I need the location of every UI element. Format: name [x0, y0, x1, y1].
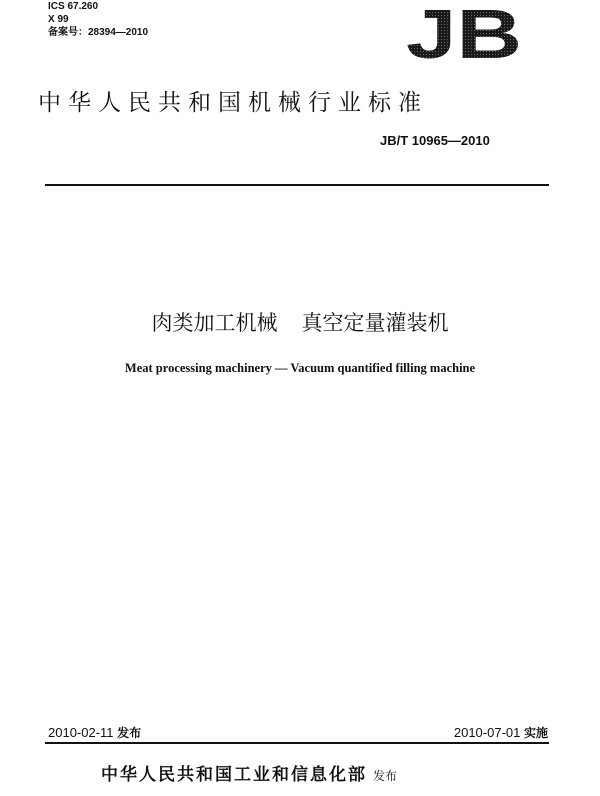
effective-date-label: 实施 [523, 726, 548, 740]
ics-code: ICS 67.260 [48, 1, 99, 12]
filing-number: 备案号：28394—2010 [48, 27, 149, 38]
effective-date-value: 2010-07-01 [453, 725, 521, 740]
issue-date-label: 发布 [117, 726, 142, 740]
title-chinese-part1: 肉类加工机械 [151, 311, 278, 335]
title-english: Meat processing machinery — Vacuum quantified filling machine [124, 361, 476, 375]
jb-logo-text: JB [406, 2, 522, 62]
issuer-name: 中华人民共和国工业和信息化部 [101, 765, 367, 785]
standard-category: 中华人民共和国机械行业标准 [38, 90, 428, 116]
top-divider [45, 184, 549, 186]
title-chinese [0, 307, 600, 337]
cover-meta [48, 0, 148, 39]
title-chinese-part2: 真空定量灌装机 [301, 311, 449, 335]
issuer-suffix: 发布 [373, 769, 398, 783]
issue-date [48, 724, 141, 741]
bottom-divider [45, 742, 549, 744]
issuer [101, 760, 397, 785]
jb-logo [404, 2, 524, 62]
issue-date-value: 2010-02-11 [48, 725, 114, 740]
effective-date [454, 724, 548, 741]
classification-code: X 99 [48, 14, 69, 25]
standard-number: JB/T 10965—2010 [380, 133, 490, 148]
